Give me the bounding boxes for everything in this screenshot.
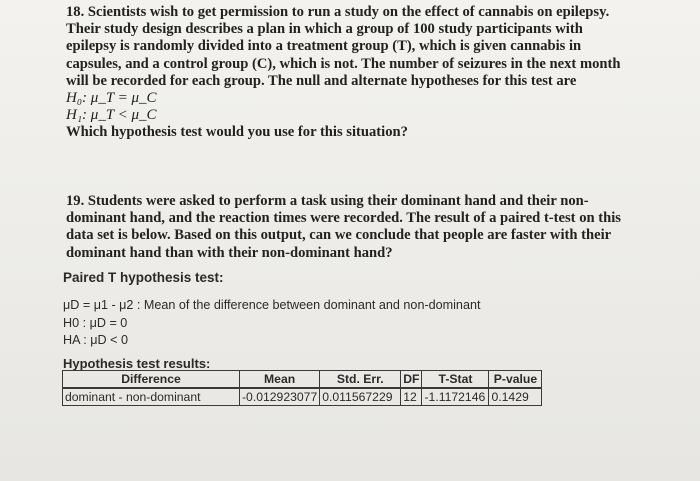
q18-line-4: capsules, and a control group (C), which is not. The number of seizures in the next month <box>66 55 621 72</box>
q19-line-4: dominant hand than with their non-dominant hand? <box>66 244 393 261</box>
alternate-hypothesis: H₁: μ_T < μ_C <box>66 107 157 124</box>
paired-test-title: Paired T hypothesis test: <box>63 270 224 285</box>
null-hypothesis: H₀: μ_T = μ_C <box>66 90 157 107</box>
q19-line-3: data set is below. Based on this output, can we conclude that people are faster with their <box>66 227 612 244</box>
cell-p-value: 0.1429 <box>489 388 542 406</box>
col-header-difference: Difference <box>63 371 240 389</box>
col-header-std-err: Std. Err. <box>320 371 401 389</box>
question-18 <box>66 4 666 141</box>
mean-difference-definition: μD = μ1 - μ2 : Mean of the difference between dominant and non-dominant <box>63 298 481 312</box>
q18-question: Which hypothesis test would you use for this situation? <box>66 124 408 141</box>
cell-difference: dominant - non-dominant <box>63 388 240 406</box>
cell-t-stat: -1.1172146 <box>422 388 489 406</box>
cell-mean: -0.012923077 <box>240 388 320 406</box>
table-row <box>63 388 542 406</box>
col-header-df: DF <box>401 371 422 389</box>
cell-std-err: 0.011567229 <box>320 388 401 406</box>
col-header-p-value: P-value <box>489 371 542 389</box>
col-header-t-stat: T-Stat <box>422 371 489 389</box>
col-header-mean: Mean <box>240 371 320 389</box>
q18-line-5: will be recorded for each group. The null and alternate hypotheses for this test are <box>66 72 577 89</box>
table-header-row <box>63 371 542 389</box>
question-19 <box>66 193 626 262</box>
hypothesis-definitions <box>63 297 480 350</box>
results-title: Hypothesis test results: <box>63 356 211 371</box>
q18-line-1: 18. Scientists wish to get permission to run a study on the effect of cannabis on epilepsy. <box>66 4 610 20</box>
alternate-hypothesis-19: HA : μD < 0 <box>63 333 129 348</box>
q19-line-2: dominant hand, and the reaction times were recorded. The result of a paired t-test on this <box>66 210 621 227</box>
results-table <box>62 370 542 406</box>
cell-df: 12 <box>401 388 422 406</box>
q18-line-3: epilepsy is randomly divided into a treatment group (T), which is given cannabis in <box>66 38 582 55</box>
q18-line-2: Their study design describes a plan in which a group of 100 study participants with <box>66 21 583 38</box>
q19-line-1: 19. Students were asked to perform a task using their dominant hand and their non- <box>66 193 589 209</box>
null-hypothesis-19: H0 : μD = 0 <box>63 315 128 330</box>
